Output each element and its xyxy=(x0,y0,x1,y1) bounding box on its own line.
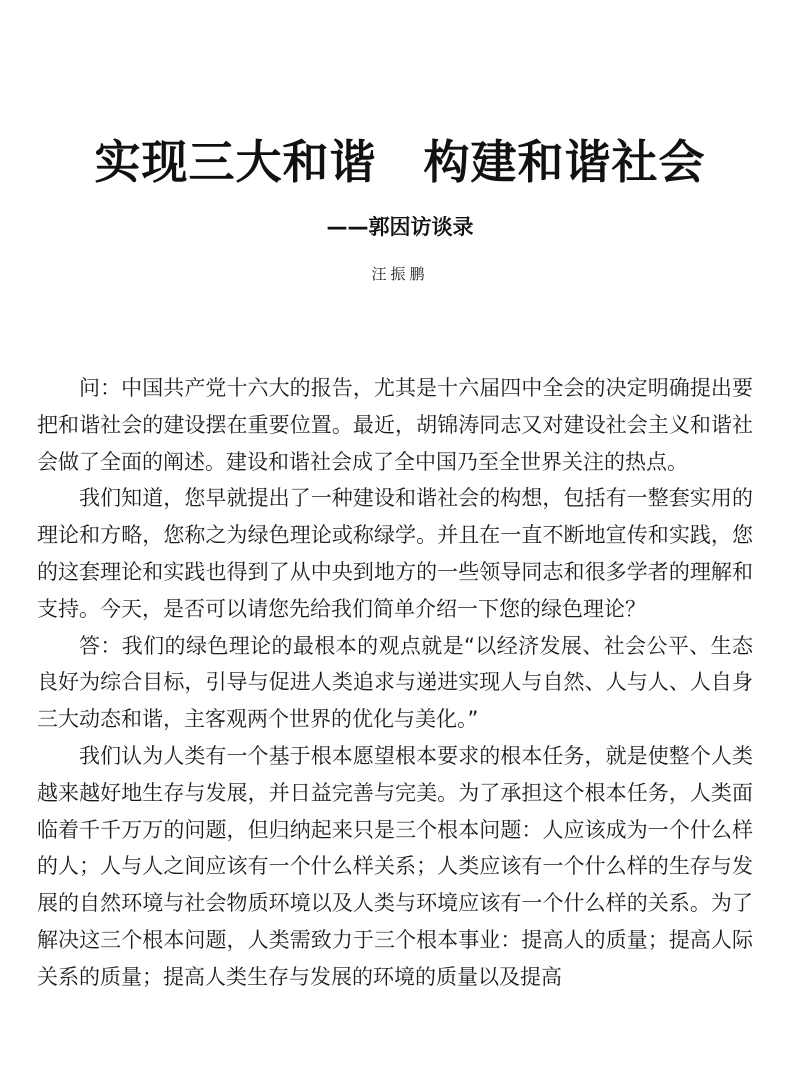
paragraph-answer-continued: 我们认为人类有一个基于根本愿望根本要求的根本任务，就是使整个人类越来越好地生存与发展，并日益完善与完美。为了承担这个根本任务，人类面临着千千万万的问题，但归纳起来只是三个根本问题：人应该成为一个什么样的人；人与人之间应该有一个什么样关系；人类应该有一个什么样的生存与发展的自然环境与社会物质环境以及人类与环境应该有一个什么样的关系。为了解决这三个根本问题，人类需致力于三个根本事业：提高人的质量；提高人际关系的质量；提高人类生存与发展的环境的质量以及提高 xyxy=(37,743,753,989)
paragraph-question: 问：中国共产党十六大的报告，尤其是十六届四中全会的决定明确提出要把和谐社会的建设摆在重要位置。最近，胡锦涛同志又对建设社会主义和谐社会做了全面的阐述。建设和谐社会成了全中国乃至全世界关注的热点。 xyxy=(37,376,753,474)
paragraph-question-continued: 我们知道，您早就提出了一种建设和谐社会的构想，包括有一整套实用的理论和方略，您称之为绿色理论或称绿学。并且在一直不断地宣传和实践，您的这套理论和实践也得到了从中央到地方的一些领导同志和很多学者的理解和支持。今天，是否可以请您先给我们简单介绍一下您的绿色理论？ xyxy=(37,486,753,621)
article-body xyxy=(37,370,753,996)
article-subtitle: ——郭因访谈录 xyxy=(326,215,474,239)
article-author: 汪振鹏 xyxy=(371,265,429,283)
paragraph-answer: 答：我们的绿色理论的最根本的观点就是“以经济发展、社会公平、生态良好为综合目标，引导与促进人类追求与递进实现人与自然、人与人、人自身三大动态和谐，主客观两个世界的优化与美化。” xyxy=(37,633,753,732)
article-title: 实现三大和谐 构建和谐社会 xyxy=(94,135,706,189)
